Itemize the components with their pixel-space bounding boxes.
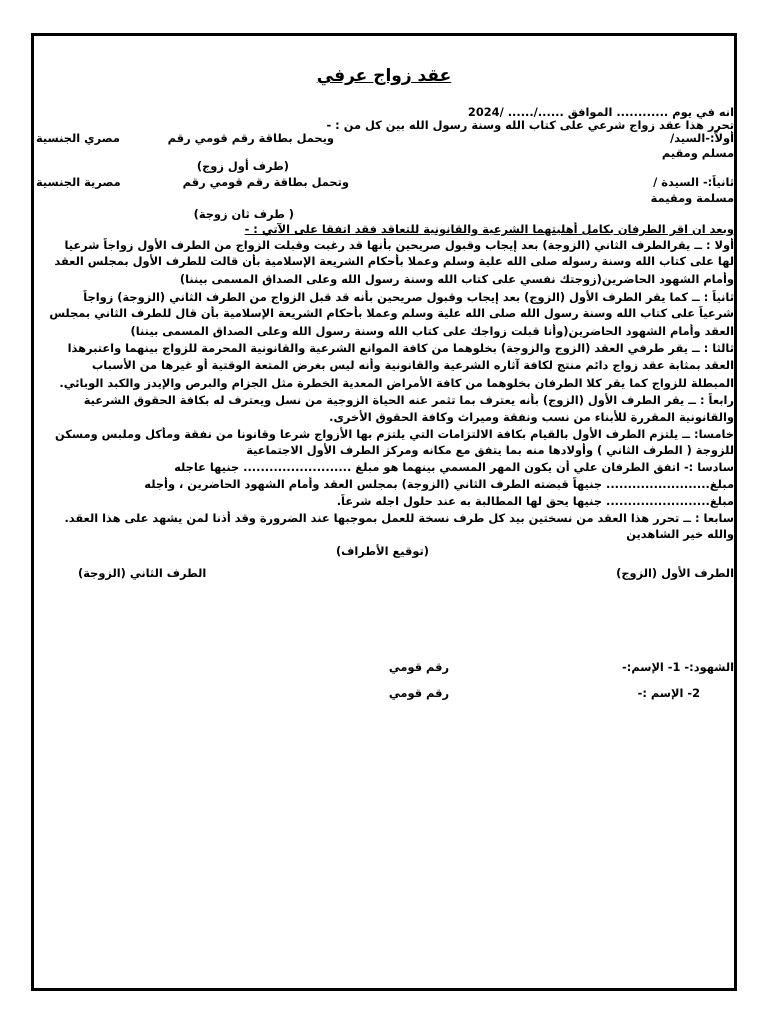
witness2-label: 2- الإسم :- — [637, 686, 700, 700]
clause-fourth-line: والقانونية المقررة للأبناء من نسب ونفقة وميراث وكافة الحقوق الأخرى. — [329, 410, 734, 424]
clause-first-line: لها على كتاب الله وسنة رسوله صلى الله علية وسلم وعملا بأحكام الشريعة الإسلامية بأن قالت للطرف الأول بمجلس العقد — [54, 254, 734, 268]
party1-name: أولاً:-السيد/ — [670, 131, 734, 145]
clause-sixth-line: مبلغ........................ جنيهاً قبضته الطرف الثاني (الزوجة) بمجلس العقد وأمام الشهود الحاضرين ، وأجله — [144, 477, 734, 491]
party2-name: ثانياً:- السيدة / — [653, 175, 734, 189]
date-line: انه في يوم ............ الموافق ....../...... /2024 — [467, 105, 734, 119]
witness1-id: رقم قومي — [388, 660, 449, 674]
clause-second-line: شرعياً على كتاب الله وسنة رسول الله صلى الله علية وسلم وعملا بأحكام الشريعة الإسلامية بأن قال للطرف الثاني بمجلس — [49, 306, 734, 320]
party2-role: ( طرف ثان زوجة) — [193, 207, 294, 221]
clause-first-line: أولا : ــ يقرالطرف الثاني (الزوجة) بعد إيجاب وقبول صريحين بأنها قد رغبت وقبلت الزواج من الطرف الأول زواجاً شرعيا — [64, 238, 734, 252]
clause-sixth-line: سادسا :- اتفق الطرفان علي أن يكون المهر المسمي بينهما هو مبلغ ......................... جنيها عاجله — [174, 460, 734, 474]
clause-third-line: العقد بمثابة عقد زواج دائم منتج لكافة آثاره الشرعية والقانونية وأنه ليس بغرض المتعة الوقتية أو غيرها من الأسباب — [91, 358, 734, 372]
clause-second-line: العقد وأمام الشهود الحاضرين(وأنا قبلت زواجك على كتاب الله وسنة رسول الله وعلى الصداق المسمى بيننا) — [130, 324, 734, 338]
party1-id: ويحمل بطاقة رقم قومي رقم — [167, 131, 334, 145]
clause-seventh-line: والله خير الشاهدين — [626, 527, 734, 541]
clause-fifth-line: للزوجة ( الطرف الثاني ) وأولادها منه بما يتفق مع مكانه ومركز الطرف الأول الاجتماعية — [246, 443, 734, 457]
clause-fourth-line: رابعاً : ــ يقر الطرف الأول (الزوج) بأنه يعترف بما تثمر عنه الحياة الزوجية من نسل ويعترف له بكافة الحقوق الشرعية — [83, 393, 734, 407]
witness1-label: الشهود:- 1- الإسم:- — [622, 660, 734, 674]
clause-third-line: المبطلة للزواج كما يقر كلا الطرفان بخلوهما من كافة الأمراض المعدية الخطرة مثل الجزام والبرص والإيدز والكبد الوبائي. — [59, 376, 734, 390]
party2-id: وتحمل بطاقة رقم قومي رقم — [182, 175, 349, 189]
clause-second-line: ثانياً : ــ كما يقر الطرف الأول (الزوج) بعد إيجاب وقبول صريحين بأنه قد قبل الزواج من الطرف الثاني (الزوجة) زواجاً — [83, 290, 734, 304]
party1-signature-label: الطرف الأول (الزوج) — [616, 566, 734, 580]
witness2-id: رقم قومي — [388, 686, 449, 700]
clause-sixth-line: مبلغ........................ جنيها يحق لها المطالبة به عند حلول اجله شرعاً. — [336, 494, 734, 508]
clause-fifth-line: خامسا: ــ يلتزم الطرف الأول بالقيام بكافة الالتزامات التي يلتزم بها الأزواج شرعا وقانونا من نفقة ومأكل وملبس ومسكن — [55, 427, 734, 441]
party2-residence: مسلمة ومقيمة — [650, 191, 734, 205]
agreement-intro: وبعد ان اقر الطرفان بكامل أهليتهما الشرعية والقانونية للتعاقد فقد اتفقا على الآتي : - — [244, 222, 734, 236]
preamble: تحرر هذا عقد زواج شرعي على كتاب الله وسنة رسول الله بين كل من : - — [326, 118, 734, 132]
party1-residence: مسلم ومقيم — [661, 146, 734, 160]
document-title: عقد زواج عرفي — [316, 66, 452, 86]
signatures-heading: (توقيع الأطراف) — [335, 544, 429, 558]
party1-nationality: مصري الجنسية — [36, 131, 120, 145]
clause-first-line: وأمام الشهود الحاضرين(زوجتك نفسي على كتاب الله وسنة رسول الله وعلى الصداق المسمى بيننا) — [179, 272, 734, 286]
clause-third-line: ثالثا : ــ يقر طرفي العقد (الزوج والزوجة) بخلوهما من كافة الموانع الشرعية والقانونية المحرمة للزواج بينهما واعتبرهذا — [67, 341, 734, 355]
clause-seventh-line: سابعا : ــ تحرر هذا العقد من نسختين بيد كل طرف نسخة للعمل بموجبها عند الضرورة وقد أذنا لمن يشهد على هذا العقد. — [64, 511, 734, 525]
party2-signature-label: الطرف الثاني (الزوجة) — [78, 566, 207, 580]
party1-role: (طرف أول زوج) — [196, 159, 289, 173]
party2-nationality: مصرية الجنسية — [36, 175, 121, 189]
